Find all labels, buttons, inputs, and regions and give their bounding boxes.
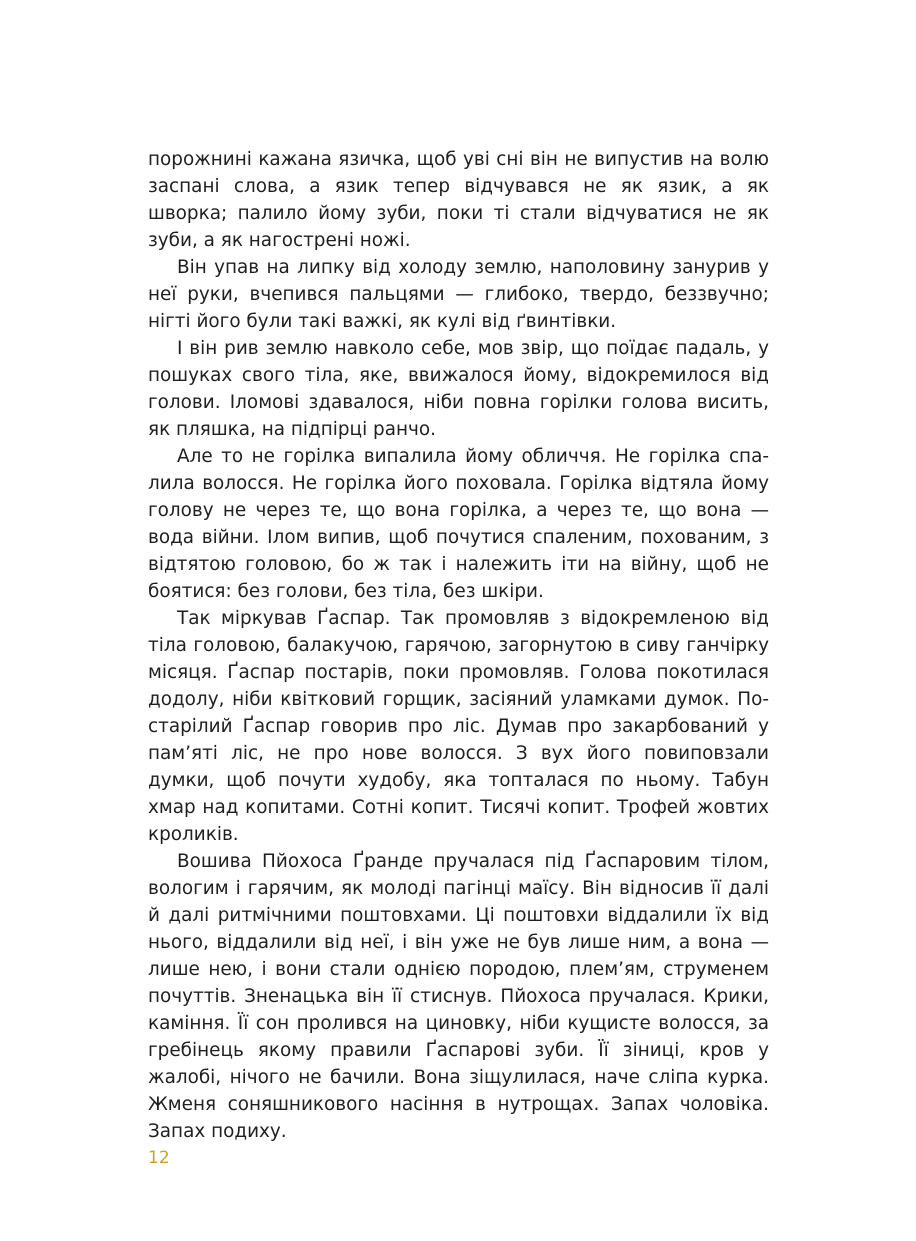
paragraph-6: Вошива Пйохоса Ґранде пручалася під Ґаспаровим тілом, вологим і гарячим, як молоді пагінці маїсу. Він відносив її далі й далі ритмічними поштовхами. Ці поштовхи віддалили їх від нього, віддалили від неї, і він уже не був лише ним, а вона — лише нею, і вони стали однією породою, плем’ям, струменем почуттів. Зненацька він її стиснув. Пйохоса пручалася. Крики, каміння. Її сон пролився на циновку, ніби кущисте волосся, за гребінець якому правили Ґаспарові зуби. Її зіниці, кров у жалобі, нічого не бачили. Вона зіщулилася, наче сліпа курка. Жменя соняшникового насіння в нутрощах. Запах чоловіка. Запах подиху. bbox=[148, 851, 769, 1142]
paragraph-5: Так міркував Ґаспар. Так промовляв з відокремленою від тіла головою, балакучою, гарячою, загорнутою в сиву ганчірку місяця. Ґаспар постарів, поки промовляв. Голова покотилася додолу, ніби квітковий горщик, засіяний уламками думок. Постарілий Ґаспар говорив про ліс. Думав про закарбований у пам’яті ліс, не про нове волосся. З вух його повиповзали думки, щоб почути худобу, яка топталася по ньому. Табун хмар над копитами. Сотні копит. Тисячі копит. Трофей жовтих кроликів. bbox=[148, 608, 769, 845]
body-text bbox=[148, 146, 769, 1145]
paragraph-4: Але то не горілка випалила йому обличчя. Не горілка спалила волосся. Не горілка його поховала. Горілка відтяла йому голову не через те, що вона горілка, а через те, що вона — вода війни. Ілом випив, щоб почутися спаленим, похованим, з відтятою головою, бо ж так і належить іти на війну, щоб не боятися: без голови, без тіла, без шкіри. bbox=[148, 446, 769, 602]
page-number: 12 bbox=[148, 1148, 170, 1168]
paragraph-1: порожнині кажана язичка, щоб уві сні він не випустив на волю заспані слова, а язик тепер відчувався не як язик, а як шворка; палило йому зуби, поки ті стали відчуватися не як зуби, а як нагострені ножі. bbox=[148, 149, 769, 251]
paragraph-3: І він рив землю навколо себе, мов звір, що поїдає падаль, у пошуках свого тіла, яке, ввижалося йому, відокремилося від голови. Іломові здавалося, ніби повна горілки голова висить, як пляшка, на підпірці ранчо. bbox=[148, 338, 769, 440]
paragraph-2: Він упав на липку від холоду землю, наполовину занурив у неї руки, вчепився пальцями — глибоко, твердо, беззвучно; нігті його були такі важкі, як кулі від ґвинтівки. bbox=[148, 257, 769, 332]
